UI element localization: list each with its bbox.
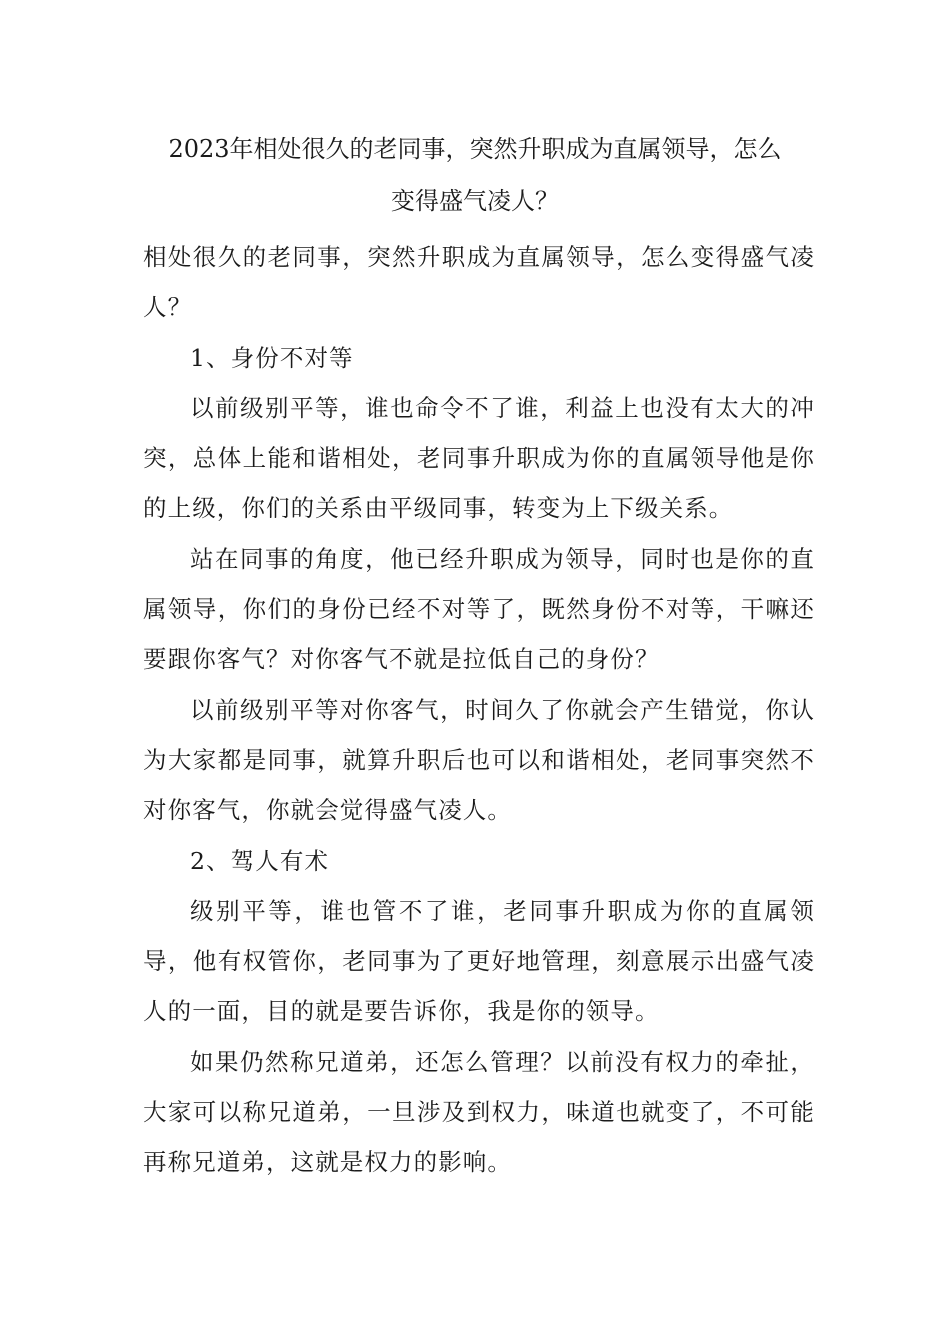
section-heading-1: 1、身份不对等 [190, 343, 354, 372]
paragraph-2: 站在同事的角度，他已经升职成为领导，同时也是你的直属领导，你们的身份已经不对等了，既然身份不对等，干嘛还要跟你客气？对你客气不就是拉低自己的身份？ [143, 544, 815, 674]
document-body [143, 232, 815, 1188]
section-heading-2: 2、驾人有术 [190, 846, 330, 875]
paragraph-1: 以前级别平等，谁也命令不了谁，利益上也没有太大的冲突，总体上能和谐相处，老同事升职成为你的直属领导他是你的上级，你们的关系由平级同事，转变为上下级关系。 [143, 393, 815, 523]
document-title-line-1: 2023年相处很久的老同事，突然升职成为直属领导，怎么 [168, 135, 782, 163]
intro-paragraph: 相处很久的老同事，突然升职成为直属领导，怎么变得盛气凌人？ [143, 243, 815, 322]
paragraph-3: 以前级别平等对你客气，时间久了你就会产生错觉，你认为大家都是同事，就算升职后也可以和谐相处，老同事突然不对你客气，你就会觉得盛气凌人。 [143, 695, 815, 825]
paragraph-4: 级别平等，谁也管不了谁，老同事升职成为你的直属领导，他有权管你，老同事为了更好地管理，刻意展示出盛气凌人的一面，目的就是要告诉你，我是你的领导。 [143, 896, 815, 1026]
paragraph-5: 如果仍然称兄道弟，还怎么管理？以前没有权力的牵扯，大家可以称兄道弟，一旦涉及到权力，味道也就变了，不可能再称兄道弟，这就是权力的影响。 [143, 1047, 815, 1177]
document-title-line-2: 变得盛气凌人？ [391, 187, 559, 215]
